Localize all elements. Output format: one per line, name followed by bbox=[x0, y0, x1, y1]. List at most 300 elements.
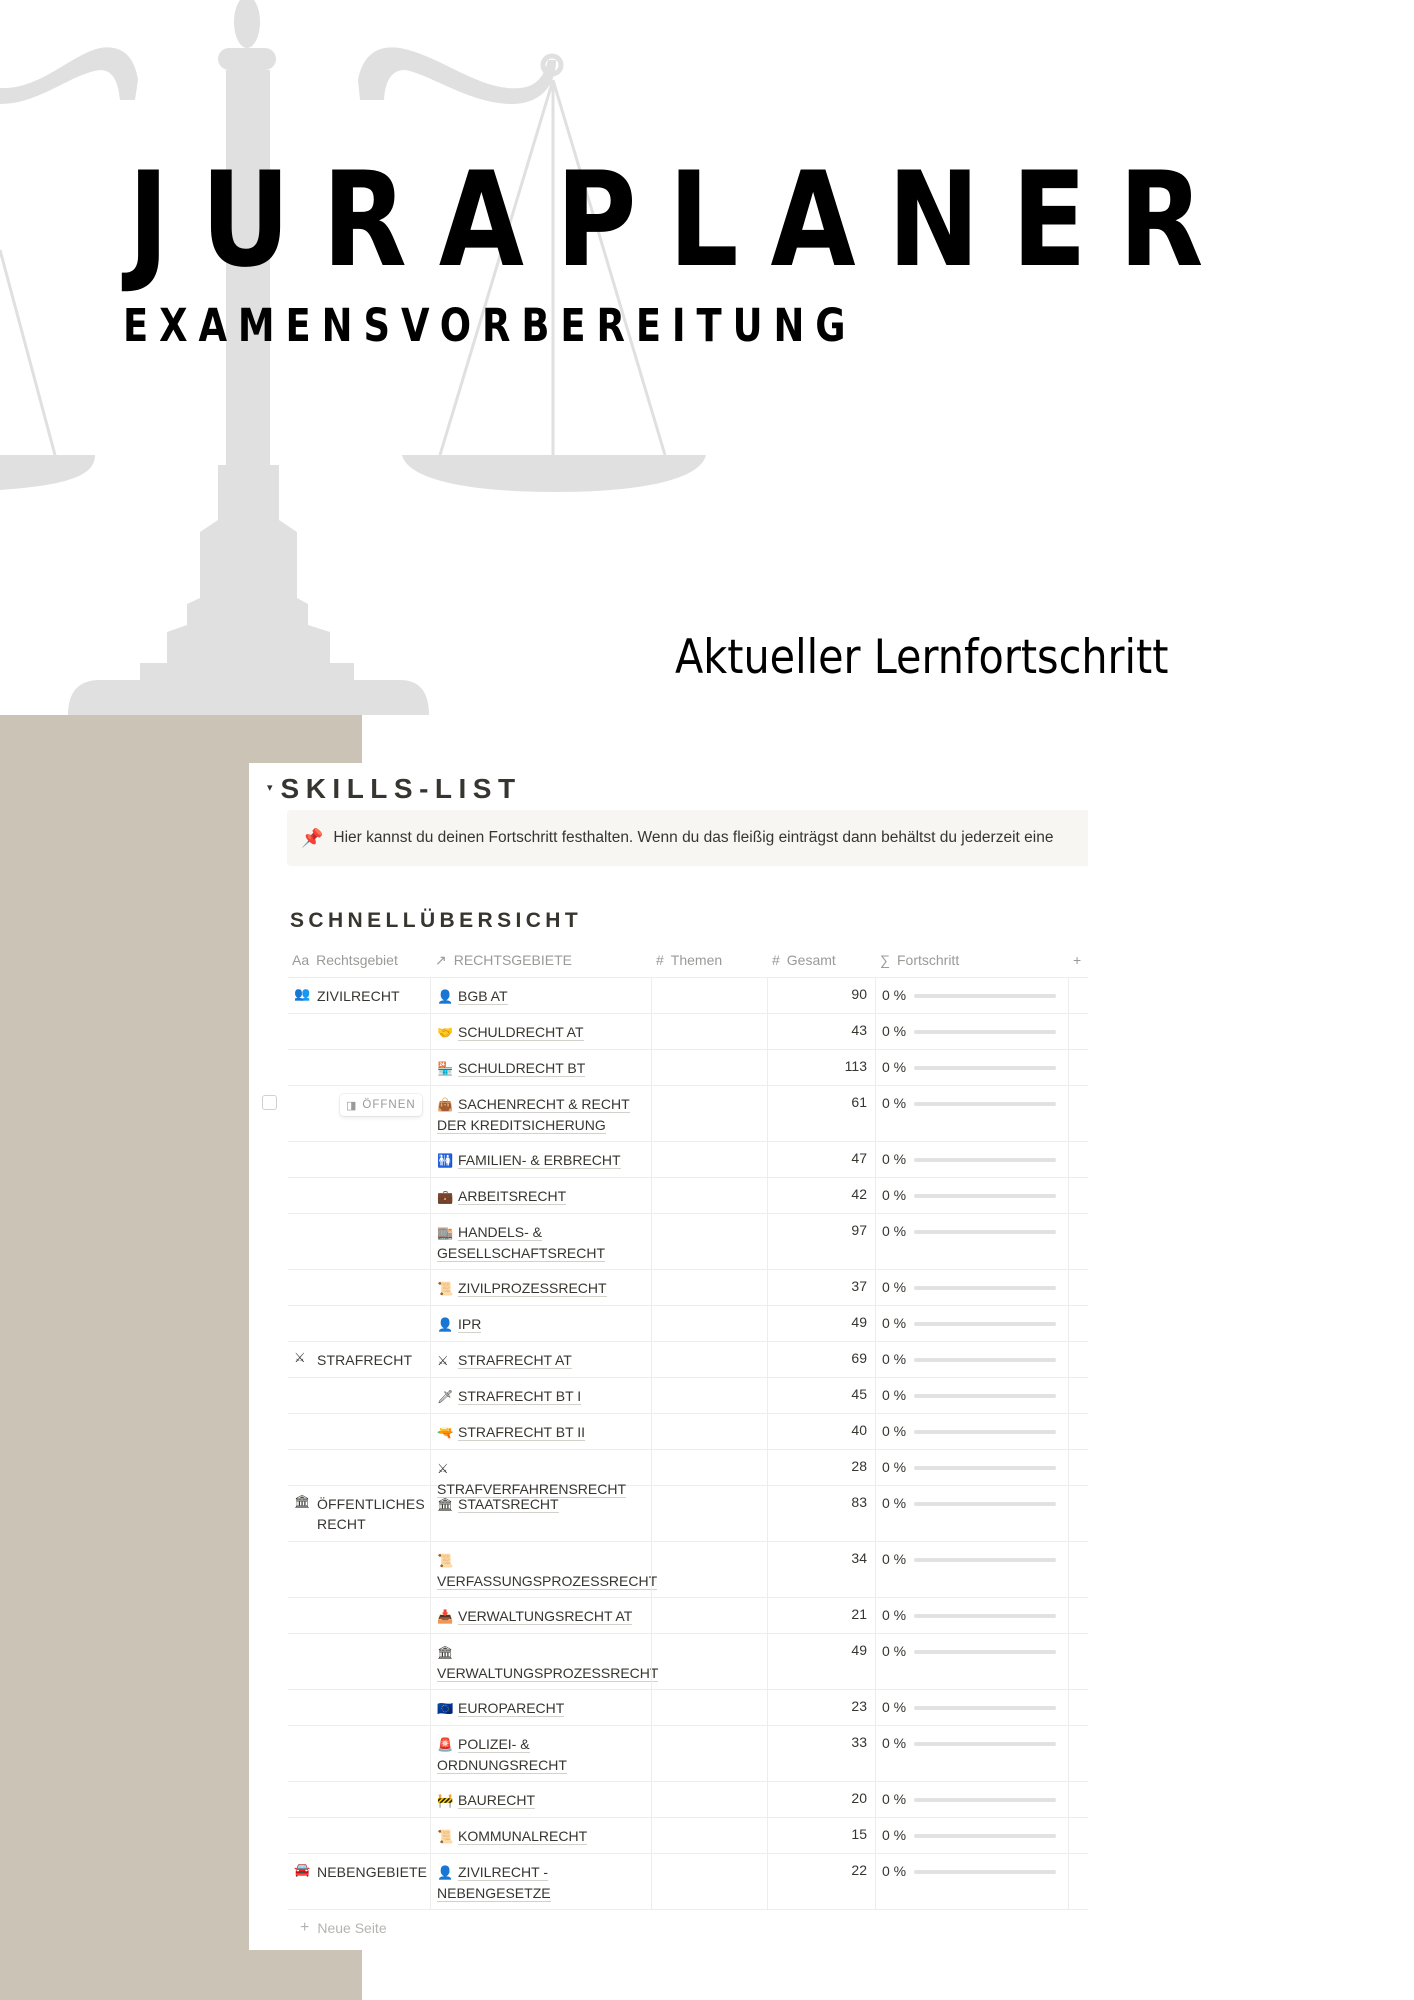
cell-empty bbox=[1068, 1086, 1088, 1141]
cell-gesamt[interactable]: 61 bbox=[767, 1086, 875, 1141]
subject-label: ZIVILRECHT - NEBENGESETZE bbox=[437, 1864, 551, 1901]
table-row[interactable] bbox=[288, 1634, 1088, 1690]
progress-percent: 0 % bbox=[882, 1187, 907, 1203]
cell-rechtsgebiet[interactable] bbox=[288, 1634, 430, 1689]
cell-rechtsgebiet[interactable] bbox=[288, 1214, 430, 1269]
cell-gesamt[interactable]: 33 bbox=[767, 1726, 875, 1781]
relation-link[interactable] bbox=[437, 1826, 645, 1847]
cell-fortschritt bbox=[875, 1086, 1068, 1141]
subject-icon: 👜 bbox=[437, 1097, 454, 1112]
progress-bar bbox=[914, 1502, 1056, 1506]
progress-percent: 0 % bbox=[882, 1607, 907, 1623]
side-peek-icon: ◨ bbox=[346, 1099, 358, 1112]
subject-icon: 🚨 bbox=[437, 1737, 454, 1752]
progress-percent: 0 % bbox=[882, 1551, 907, 1567]
table-row[interactable] bbox=[288, 1690, 1088, 1726]
cell-relation bbox=[430, 1414, 651, 1449]
cell-themen[interactable] bbox=[651, 1818, 767, 1853]
cell-gesamt[interactable]: 69 bbox=[767, 1342, 875, 1377]
subject-icon: ⚔ bbox=[437, 1461, 449, 1476]
cell-themen[interactable] bbox=[651, 1142, 767, 1177]
open-label: ÖFFNEN bbox=[362, 1099, 416, 1111]
column-header-gesamt[interactable] bbox=[767, 943, 875, 977]
cell-rechtsgebiet[interactable] bbox=[288, 1178, 430, 1213]
toggle-heading: SKILLS-LIST bbox=[280, 773, 522, 804]
new-page-label: Neue Seite bbox=[317, 1920, 387, 1936]
relation-link[interactable] bbox=[437, 1094, 645, 1135]
relation-link[interactable] bbox=[437, 1698, 645, 1719]
subject-icon: ⚔ bbox=[437, 1353, 449, 1368]
cell-empty bbox=[1068, 1342, 1088, 1377]
cell-gesamt[interactable]: 15 bbox=[767, 1818, 875, 1853]
table-row[interactable] bbox=[288, 1598, 1088, 1634]
cell-empty bbox=[1068, 978, 1088, 1013]
cell-fortschritt bbox=[875, 1414, 1068, 1449]
cell-gesamt[interactable]: 34 bbox=[767, 1542, 875, 1597]
pushpin-icon: 📌 bbox=[301, 827, 324, 848]
cell-fortschritt bbox=[875, 1726, 1068, 1781]
progress-bar bbox=[914, 1322, 1056, 1326]
progress-bar bbox=[914, 1870, 1056, 1874]
cell-themen[interactable] bbox=[651, 1634, 767, 1689]
cell-empty bbox=[1068, 1598, 1088, 1633]
cell-relation bbox=[430, 1726, 651, 1781]
progress-percent: 0 % bbox=[882, 1095, 907, 1111]
subject-label: BGB AT bbox=[458, 988, 508, 1004]
cell-relation bbox=[430, 978, 651, 1013]
relation-link[interactable] bbox=[437, 986, 645, 1007]
cell-rechtsgebiet[interactable] bbox=[288, 1486, 430, 1541]
cell-empty bbox=[1068, 1306, 1088, 1341]
subject-label: BAURECHT bbox=[458, 1792, 536, 1808]
category-label: STRAFRECHT bbox=[317, 1352, 413, 1368]
subject-icon: 🤝 bbox=[437, 1025, 454, 1040]
cell-themen[interactable] bbox=[651, 1414, 767, 1449]
subject-label: IPR bbox=[458, 1316, 482, 1332]
relation-arrow-icon: ↗ bbox=[435, 951, 447, 968]
relation-link[interactable] bbox=[437, 1494, 645, 1515]
cell-relation bbox=[430, 1214, 651, 1269]
subject-icon: 📜 bbox=[437, 1553, 454, 1568]
relation-link[interactable] bbox=[437, 1422, 645, 1443]
category-icon: 👥 bbox=[294, 986, 311, 1001]
progress-percent: 0 % bbox=[882, 1699, 907, 1715]
cell-empty bbox=[1068, 1690, 1088, 1725]
table-row[interactable] bbox=[288, 1342, 1088, 1378]
subject-icon: 🔫 bbox=[437, 1425, 454, 1440]
progress-bar bbox=[914, 1466, 1056, 1470]
progress-percent: 0 % bbox=[882, 1223, 907, 1239]
relation-link[interactable] bbox=[437, 1350, 645, 1371]
subject-label: HANDELS- & GESELLSCHAFTSRECHT bbox=[437, 1224, 606, 1261]
subject-label: VERWALTUNGSPROZESSRECHT bbox=[437, 1665, 659, 1681]
column-header-rechtsgebiete[interactable] bbox=[430, 943, 651, 977]
table-row[interactable] bbox=[288, 1782, 1088, 1818]
cell-themen[interactable] bbox=[651, 1178, 767, 1213]
cell-themen[interactable] bbox=[651, 1270, 767, 1305]
progress-bar bbox=[914, 1614, 1056, 1618]
table-row[interactable] bbox=[288, 1450, 1088, 1497]
cell-empty bbox=[1068, 1270, 1088, 1305]
relation-link[interactable] bbox=[437, 1606, 645, 1627]
cell-gesamt[interactable]: 22 bbox=[767, 1854, 875, 1909]
cell-empty bbox=[1068, 1414, 1088, 1449]
category-label: ÖFFENTLICHES RECHT bbox=[317, 1496, 425, 1532]
cell-themen[interactable] bbox=[651, 1726, 767, 1781]
progress-bar bbox=[914, 1430, 1056, 1434]
subject-icon: 🚧 bbox=[437, 1793, 454, 1808]
subject-icon: 🏛 bbox=[437, 1645, 454, 1660]
column-header-add[interactable] bbox=[1068, 943, 1088, 977]
cell-gesamt[interactable]: 90 bbox=[767, 978, 875, 1013]
cell-themen[interactable] bbox=[651, 1782, 767, 1817]
subject-label: VERWALTUNGSRECHT AT bbox=[458, 1608, 633, 1624]
cell-fortschritt bbox=[875, 978, 1068, 1013]
cell-themen[interactable] bbox=[651, 1854, 767, 1909]
subject-label: POLIZEI- & ORDNUNGSRECHT bbox=[437, 1736, 567, 1773]
cell-fortschritt bbox=[875, 1690, 1068, 1725]
subject-icon: 📜 bbox=[437, 1281, 454, 1296]
cell-themen[interactable] bbox=[651, 1378, 767, 1413]
subject-label: STRAFRECHT AT bbox=[458, 1352, 572, 1368]
cell-empty bbox=[1068, 1214, 1088, 1269]
cell-gesamt[interactable]: 49 bbox=[767, 1306, 875, 1341]
cell-relation bbox=[430, 1086, 651, 1141]
table-row[interactable] bbox=[288, 1378, 1088, 1414]
subject-label: VERFASSUNGSPROZESSRECHT bbox=[437, 1573, 658, 1589]
progress-bar bbox=[914, 1030, 1056, 1034]
relation-link[interactable] bbox=[437, 1734, 645, 1775]
cell-themen[interactable] bbox=[651, 978, 767, 1013]
table-row[interactable] bbox=[288, 1086, 1088, 1142]
callout-text: Hier kannst du deinen Fortschritt festhalten. Wenn du das fleißig einträgst dann behältst du jederzeit eine bbox=[333, 829, 1054, 846]
scales-of-justice-icon bbox=[0, 0, 720, 720]
cell-empty bbox=[1068, 1634, 1088, 1689]
cell-gesamt[interactable]: 40 bbox=[767, 1414, 875, 1449]
sum-icon: ∑ bbox=[880, 952, 890, 968]
cell-empty bbox=[1068, 1818, 1088, 1853]
progress-percent: 0 % bbox=[882, 1023, 907, 1039]
cell-themen[interactable] bbox=[651, 1342, 767, 1377]
subject-icon: 👤 bbox=[437, 1317, 454, 1332]
cell-gesamt[interactable]: 42 bbox=[767, 1178, 875, 1213]
table-row[interactable] bbox=[288, 1270, 1088, 1306]
progress-percent: 0 % bbox=[882, 1279, 907, 1295]
relation-link[interactable] bbox=[437, 1150, 645, 1171]
progress-percent: 0 % bbox=[882, 1423, 907, 1439]
text-property-icon: Aa bbox=[292, 952, 310, 968]
subject-icon: 📜 bbox=[437, 1829, 454, 1844]
cell-rechtsgebiet[interactable] bbox=[288, 1378, 430, 1413]
cell-empty bbox=[1068, 1014, 1088, 1049]
progress-bar bbox=[914, 1798, 1056, 1802]
subject-label: STRAFVERFAHRENSRECHT bbox=[437, 1481, 627, 1497]
progress-bar bbox=[914, 1066, 1056, 1070]
progress-bar bbox=[914, 1834, 1056, 1838]
toggle-triangle-icon[interactable]: ▾ bbox=[267, 781, 273, 794]
cell-gesamt[interactable]: 43 bbox=[767, 1014, 875, 1049]
column-label: Fortschritt bbox=[896, 952, 960, 968]
cell-empty bbox=[1068, 1726, 1088, 1781]
subject-label: KOMMUNALRECHT bbox=[458, 1828, 588, 1844]
table-row[interactable] bbox=[288, 1214, 1088, 1270]
skills-list-toggle[interactable] bbox=[267, 773, 522, 805]
progress-percent: 0 % bbox=[882, 1791, 907, 1807]
cell-empty bbox=[1068, 1486, 1088, 1541]
progress-percent: 0 % bbox=[882, 1827, 907, 1843]
cell-rechtsgebiet[interactable] bbox=[288, 1542, 430, 1597]
progress-percent: 0 % bbox=[882, 1315, 907, 1331]
relation-link[interactable] bbox=[437, 1550, 658, 1591]
cell-gesamt[interactable]: 21 bbox=[767, 1598, 875, 1633]
cell-themen[interactable] bbox=[651, 1306, 767, 1341]
column-label: Themen bbox=[670, 952, 723, 968]
column-header-fortschritt[interactable] bbox=[875, 943, 1068, 977]
progress-bar bbox=[914, 1394, 1056, 1398]
cell-fortschritt bbox=[875, 1050, 1068, 1085]
table-row[interactable] bbox=[288, 1014, 1088, 1050]
subject-icon: 📥 bbox=[437, 1609, 454, 1624]
subject-icon: 🚻 bbox=[437, 1153, 454, 1168]
subject-label: ZIVILPROZESSRECHT bbox=[458, 1280, 607, 1296]
cell-rechtsgebiet[interactable] bbox=[288, 1014, 430, 1049]
cell-relation bbox=[430, 1486, 651, 1541]
row-checkbox[interactable] bbox=[262, 1095, 277, 1110]
subject-icon: 👤 bbox=[437, 989, 454, 1004]
progress-percent: 0 % bbox=[882, 1643, 907, 1659]
progress-bar bbox=[914, 1286, 1056, 1290]
cell-gesamt[interactable]: 20 bbox=[767, 1782, 875, 1817]
cell-empty bbox=[1068, 1178, 1088, 1213]
cell-fortschritt bbox=[875, 1214, 1068, 1269]
subject-label: STAATSRECHT bbox=[458, 1496, 559, 1512]
cover-title: JURAPLANER bbox=[128, 143, 1236, 296]
relation-link[interactable] bbox=[437, 1186, 645, 1207]
notion-screenshot bbox=[249, 763, 1088, 1950]
progress-bar bbox=[914, 1194, 1056, 1198]
progress-percent: 0 % bbox=[882, 1351, 907, 1367]
category-label: NEBENGEBIETE bbox=[317, 1864, 428, 1880]
cell-themen[interactable] bbox=[651, 1486, 767, 1541]
subject-icon: 🗡 bbox=[437, 1389, 454, 1404]
cell-themen[interactable] bbox=[651, 1050, 767, 1085]
cell-fortschritt bbox=[875, 1270, 1068, 1305]
cell-relation bbox=[430, 1378, 651, 1413]
cell-relation bbox=[430, 1854, 651, 1909]
cell-relation bbox=[430, 1050, 651, 1085]
table-row[interactable] bbox=[288, 1542, 1088, 1598]
cell-fortschritt bbox=[875, 1634, 1068, 1689]
table-row[interactable] bbox=[288, 1142, 1088, 1178]
progress-percent: 0 % bbox=[882, 1387, 907, 1403]
progress-heading: Aktueller Lernfortschritt bbox=[675, 630, 1169, 685]
cell-relation bbox=[430, 1634, 659, 1689]
progress-bar bbox=[914, 1358, 1056, 1362]
table-row[interactable] bbox=[288, 1854, 1088, 1910]
subject-icon: 🏪 bbox=[437, 1061, 454, 1076]
cell-gesamt[interactable]: 37 bbox=[767, 1270, 875, 1305]
subject-label: SACHENRECHT & RECHT DER KREDITSICHERUNG bbox=[437, 1096, 630, 1133]
cell-gesamt[interactable]: 28 bbox=[767, 1450, 875, 1485]
cell-themen[interactable] bbox=[651, 1542, 767, 1597]
plus-icon: + bbox=[300, 1919, 310, 1936]
table-row[interactable] bbox=[288, 1306, 1088, 1342]
cell-themen[interactable] bbox=[651, 1214, 767, 1269]
table-row[interactable] bbox=[288, 1486, 1088, 1542]
cell-themen[interactable] bbox=[651, 1690, 767, 1725]
cell-relation bbox=[430, 1270, 651, 1305]
subject-label: SCHULDRECHT BT bbox=[458, 1060, 586, 1076]
progress-bar bbox=[914, 1650, 1056, 1654]
cell-empty bbox=[1068, 1782, 1088, 1817]
cell-themen[interactable] bbox=[651, 1450, 767, 1485]
cell-empty bbox=[1068, 1142, 1088, 1177]
progress-bar bbox=[914, 1158, 1056, 1162]
cell-empty bbox=[1068, 1050, 1088, 1085]
category-label: ZIVILRECHT bbox=[317, 988, 400, 1004]
cell-rechtsgebiet[interactable] bbox=[288, 1782, 430, 1817]
progress-percent: 0 % bbox=[882, 1735, 907, 1751]
table-row[interactable] bbox=[288, 1414, 1088, 1450]
relation-link[interactable] bbox=[437, 1278, 645, 1299]
cell-themen[interactable] bbox=[651, 1086, 767, 1141]
cell-rechtsgebiet[interactable] bbox=[288, 1270, 430, 1305]
progress-bar bbox=[914, 1558, 1056, 1562]
progress-percent: 0 % bbox=[882, 1863, 907, 1879]
cell-rechtsgebiet[interactable] bbox=[288, 1142, 430, 1177]
cell-relation bbox=[430, 1598, 651, 1633]
cell-fortschritt bbox=[875, 1818, 1068, 1853]
callout-block bbox=[287, 810, 1088, 866]
cell-relation bbox=[430, 1142, 651, 1177]
add-column-icon: + bbox=[1073, 952, 1082, 968]
cell-gesamt[interactable]: 49 bbox=[767, 1634, 875, 1689]
cell-themen[interactable] bbox=[651, 1014, 767, 1049]
cell-fortschritt bbox=[875, 1378, 1068, 1413]
column-header-rechtsgebiet[interactable] bbox=[288, 943, 430, 977]
cell-gesamt[interactable]: 83 bbox=[767, 1486, 875, 1541]
cell-fortschritt bbox=[875, 1854, 1068, 1909]
cell-gesamt[interactable]: 113 bbox=[767, 1050, 875, 1085]
category-icon: 🏛 bbox=[294, 1494, 311, 1509]
category-icon: 🚘 bbox=[294, 1862, 311, 1877]
cell-themen[interactable] bbox=[651, 1598, 767, 1633]
section-title: SCHNELLÜBERSICHT bbox=[290, 909, 583, 932]
table-row[interactable] bbox=[288, 1178, 1088, 1214]
cell-fortschritt bbox=[875, 1014, 1068, 1049]
subject-label: ARBEITSRECHT bbox=[458, 1188, 567, 1204]
cell-rechtsgebiet[interactable] bbox=[288, 1690, 430, 1725]
progress-bar bbox=[914, 1706, 1056, 1710]
progress-bar bbox=[914, 1742, 1056, 1746]
relation-link[interactable] bbox=[437, 1642, 659, 1683]
cell-fortschritt bbox=[875, 1450, 1068, 1485]
cell-relation bbox=[430, 1818, 651, 1853]
cell-fortschritt bbox=[875, 1306, 1068, 1341]
subject-label: SCHULDRECHT AT bbox=[458, 1024, 584, 1040]
cell-rechtsgebiet[interactable] bbox=[288, 978, 430, 1013]
cover-subtitle: EXAMENSVORBEREITUNG bbox=[123, 299, 857, 352]
relation-link[interactable] bbox=[437, 1058, 645, 1079]
column-header-themen[interactable] bbox=[651, 943, 767, 977]
cell-relation bbox=[430, 1450, 651, 1497]
column-label: Rechtsgebiet bbox=[316, 952, 398, 968]
subject-label: STRAFRECHT BT I bbox=[458, 1388, 582, 1404]
cell-gesamt[interactable]: 45 bbox=[767, 1378, 875, 1413]
subject-label: FAMILIEN- & ERBRECHT bbox=[458, 1152, 621, 1168]
open-page-button[interactable] bbox=[340, 1094, 422, 1116]
subject-icon: 🏛 bbox=[437, 1497, 454, 1512]
database-table bbox=[288, 943, 1088, 1940]
subject-label: STRAFRECHT BT II bbox=[458, 1424, 586, 1440]
cell-rechtsgebiet[interactable] bbox=[288, 1414, 430, 1449]
subject-icon: 💼 bbox=[437, 1189, 454, 1204]
progress-percent: 0 % bbox=[882, 1459, 907, 1475]
cell-rechtsgebiet[interactable] bbox=[288, 1306, 430, 1341]
cell-gesamt[interactable]: 97 bbox=[767, 1214, 875, 1269]
cell-relation bbox=[430, 1690, 651, 1725]
cell-relation bbox=[430, 1178, 651, 1213]
progress-percent: 0 % bbox=[882, 1495, 907, 1511]
cell-empty bbox=[1068, 1542, 1088, 1597]
subject-label: EUROPARECHT bbox=[458, 1700, 565, 1716]
cell-relation bbox=[430, 1306, 651, 1341]
cell-rechtsgebiet[interactable] bbox=[288, 1818, 430, 1853]
cell-fortschritt bbox=[875, 1782, 1068, 1817]
progress-bar bbox=[914, 1230, 1056, 1234]
cell-relation bbox=[430, 1542, 658, 1597]
relation-link[interactable] bbox=[437, 1022, 645, 1043]
cell-gesamt[interactable]: 23 bbox=[767, 1690, 875, 1725]
cell-rechtsgebiet[interactable] bbox=[288, 1086, 430, 1141]
relation-link[interactable] bbox=[437, 1222, 645, 1263]
cell-fortschritt bbox=[875, 1142, 1068, 1177]
table-row[interactable] bbox=[288, 1818, 1088, 1854]
cell-empty bbox=[1068, 1854, 1088, 1909]
cell-rechtsgebiet[interactable] bbox=[288, 1050, 430, 1085]
cell-empty bbox=[1068, 1378, 1088, 1413]
cell-fortschritt bbox=[875, 1178, 1068, 1213]
relation-link[interactable] bbox=[437, 1386, 645, 1407]
progress-percent: 0 % bbox=[882, 1059, 907, 1075]
table-row[interactable] bbox=[288, 978, 1088, 1014]
cell-relation bbox=[430, 1342, 651, 1377]
table-row[interactable] bbox=[288, 1050, 1088, 1086]
cell-fortschritt bbox=[875, 1486, 1068, 1541]
new-page-button[interactable] bbox=[288, 1916, 1088, 1940]
table-header bbox=[288, 943, 1088, 978]
progress-bar bbox=[914, 1102, 1056, 1106]
cell-rechtsgebiet[interactable] bbox=[288, 1450, 430, 1485]
progress-percent: 0 % bbox=[882, 1151, 907, 1167]
relation-link[interactable] bbox=[437, 1862, 645, 1903]
subject-icon: 🏬 bbox=[437, 1225, 454, 1240]
subject-icon: 🇪🇺 bbox=[437, 1701, 454, 1716]
relation-link[interactable] bbox=[437, 1314, 645, 1335]
progress-percent: 0 % bbox=[882, 987, 907, 1003]
category-icon: ⚔ bbox=[294, 1350, 306, 1365]
cell-gesamt[interactable]: 47 bbox=[767, 1142, 875, 1177]
cell-relation bbox=[430, 1014, 651, 1049]
number-icon: # bbox=[772, 952, 780, 968]
cell-rechtsgebiet[interactable] bbox=[288, 1342, 430, 1377]
cell-rechtsgebiet[interactable] bbox=[288, 1598, 430, 1633]
cell-rechtsgebiet[interactable] bbox=[288, 1726, 430, 1781]
cell-rechtsgebiet[interactable] bbox=[288, 1854, 430, 1909]
relation-link[interactable] bbox=[437, 1790, 645, 1811]
cell-empty bbox=[1068, 1450, 1088, 1485]
table-row[interactable] bbox=[288, 1726, 1088, 1782]
